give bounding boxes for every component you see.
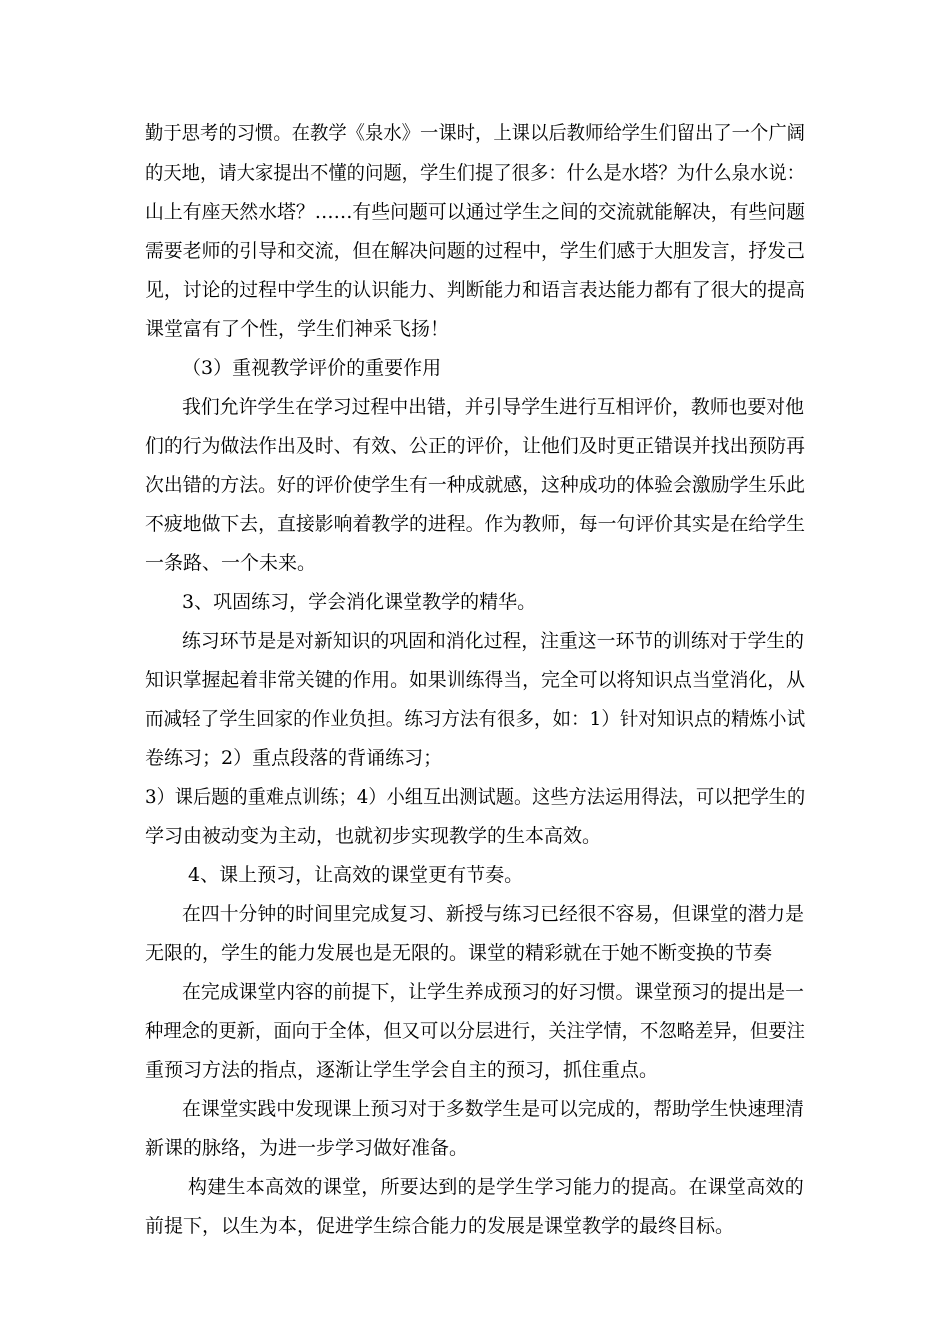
text-line: 在完成课堂内容的前提下，让学生养成预习的好习惯。课堂预习的提出是一 <box>182 981 805 1003</box>
text-line: 学习由被动变为主动，也就初步实现教学的生本高效。 <box>145 825 602 847</box>
text-line: 勤于思考的习惯。在教学《泉水》一课时，上课以后教师给学生们留出了一个广阔 <box>145 122 806 144</box>
text-line: 知识掌握起着非常关键的作用。如果训练得当，完全可以将知识点当堂消化，从 <box>145 669 806 691</box>
text-line: 而减轻了学生回家的作业负担。练习方法有很多，如：1）针对知识点的精炼小试 <box>145 708 806 730</box>
section-heading: （3）重视教学评价的重要作用 <box>182 357 442 379</box>
section-heading: 4、课上预习，让高效的课堂更有节奏。 <box>188 864 524 886</box>
text-line: 构建生本高效的课堂，所要达到的是学生学习能力的提高。在课堂高效的 <box>188 1176 805 1198</box>
text-line: 次出错的方法。好的评价使学生有一种成就感，这种成功的体验会激励学生乐此 <box>145 474 806 496</box>
text-line: 在课堂实践中发现课上预习对于多数学生是可以完成的，帮助学生快速理清 <box>182 1098 805 1120</box>
text-line: 一条路、一个未来。 <box>145 552 317 574</box>
text-line: 新课的脉络，为进一步学习做好准备。 <box>145 1137 469 1159</box>
text-line: 需要老师的引导和交流，但在解决问题的过程中，学生们感于大胆发言，抒发己 <box>145 240 806 262</box>
text-line: 卷练习；2）重点段落的背诵练习； <box>145 747 443 769</box>
text-line: 练习环节是是对新知识的巩固和消化过程，注重这一环节的训练对于学生的 <box>182 630 805 652</box>
text-line: 课堂富有了个性，学生们神采飞扬！ <box>145 318 450 340</box>
text-line: 的天地，请大家提出不懂的问题，学生们提了很多：什么是水塔？为什么泉水说： <box>145 162 806 184</box>
text-line: 种理念的更新，面向于全体，但又可以分层进行，关注学情，不忽略差异，但要注 <box>145 1020 806 1042</box>
text-line: 山上有座天然水塔？……有些问题可以通过学生之间的交流就能解决，有些问题 <box>145 201 806 223</box>
text-line: 重预习方法的指点，逐渐让学生学会自主的预习，抓住重点。 <box>145 1059 659 1081</box>
text-line: 无限的，学生的能力发展也是无限的。课堂的精彩就在于她不断变换的节奏 <box>145 942 773 964</box>
section-heading: 3、巩固练习，学会消化课堂教学的精华。 <box>182 591 537 613</box>
text-line: 见，讨论的过程中学生的认识能力、判断能力和语言表达能力都有了很大的提高 <box>145 279 806 301</box>
text-line: 不疲地做下去，直接影响着教学的进程。作为教师，每一句评价其实是在给学生 <box>145 513 806 535</box>
text-line: 前提下，以生为本，促进学生综合能力的发展是课堂教学的最终目标。 <box>145 1215 735 1237</box>
text-line: 我们允许学生在学习过程中出错，并引导学生进行互相评价，教师也要对他 <box>182 396 805 418</box>
text-line: 在四十分钟的时间里完成复习、新授与练习已经很不容易，但课堂的潜力是 <box>182 903 805 925</box>
text-line: 们的行为做法作出及时、有效、公正的评价，让他们及时更正错误并找出预防再 <box>145 435 806 457</box>
text-line: 3）课后题的重难点训练；4）小组互出测试题。这些方法运用得法，可以把学生的 <box>145 786 806 808</box>
